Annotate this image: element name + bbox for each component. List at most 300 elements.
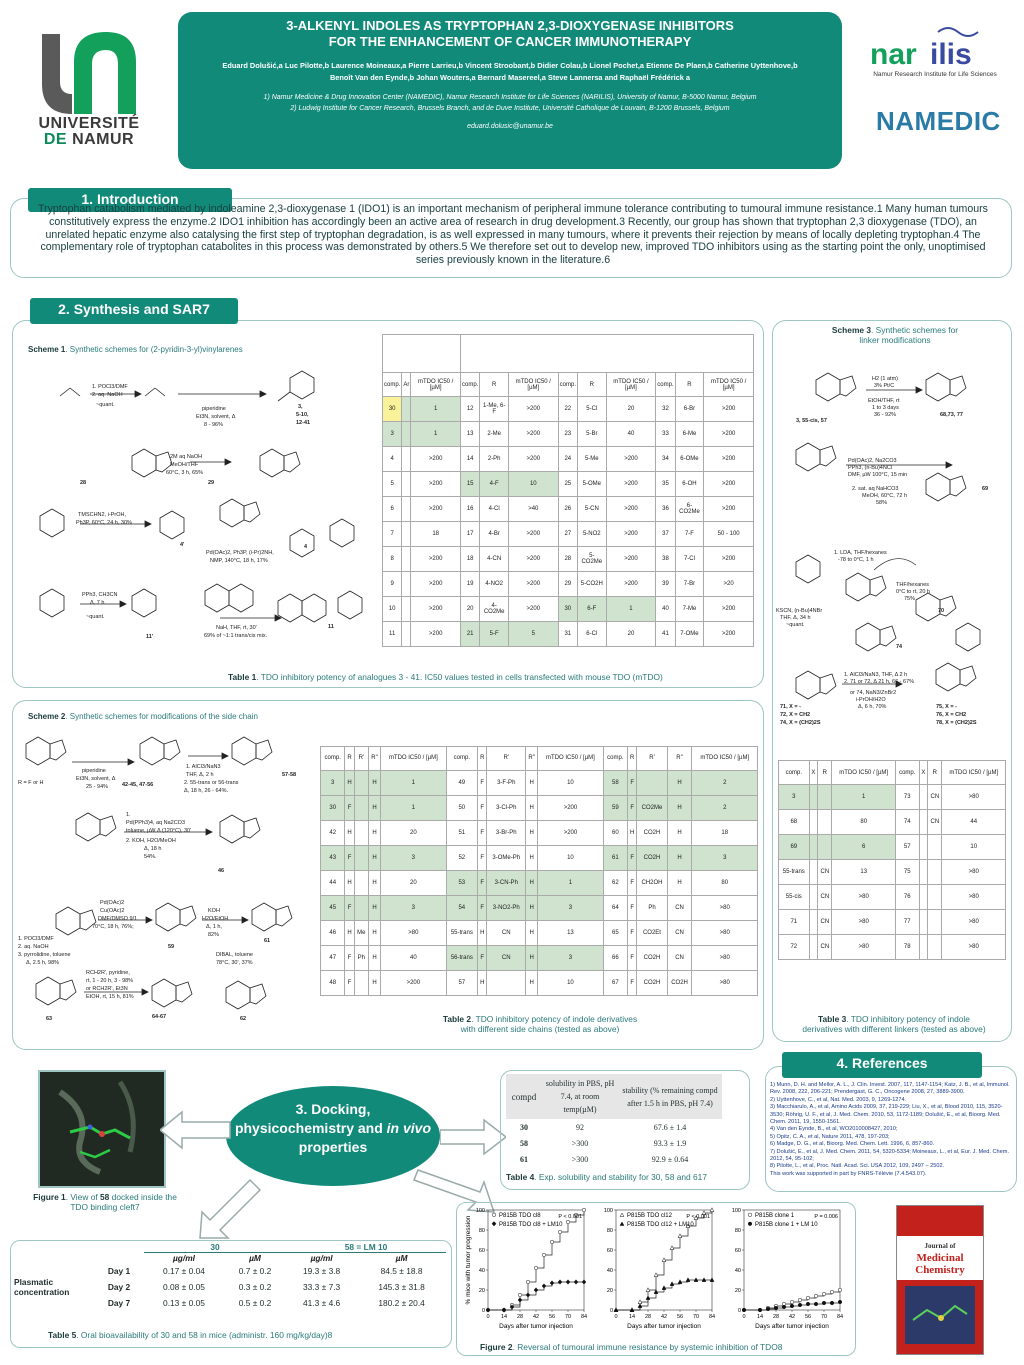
table2-row bbox=[321, 770, 758, 795]
table2-cell: F bbox=[628, 920, 637, 945]
table3-cell bbox=[928, 935, 942, 960]
svg-text:3, 55-cis, 57: 3, 55-cis, 57 bbox=[796, 418, 827, 424]
table1-column-header: comp. bbox=[383, 373, 402, 397]
table5-cell: 33.3 ± 7.3 bbox=[303, 1282, 341, 1292]
table3-cell bbox=[919, 935, 928, 960]
table1-cell: 5-Me bbox=[577, 447, 606, 472]
table3-cell: 77 bbox=[895, 910, 919, 935]
data-point bbox=[830, 1290, 834, 1294]
svg-text:68,73, 77: 68,73, 77 bbox=[940, 412, 963, 418]
table1-cell: 24 bbox=[558, 447, 577, 472]
svg-text:69: 69 bbox=[982, 486, 989, 492]
table1-cell: 35 bbox=[656, 472, 675, 497]
table1-cell: 10 bbox=[508, 472, 558, 497]
svg-text:1. POCl3/DMF: 1. POCl3/DMF bbox=[18, 936, 54, 942]
table2-column-header: R'' bbox=[667, 746, 692, 770]
table1-cell: >200 bbox=[704, 547, 754, 572]
table1-cell: 34 bbox=[656, 447, 675, 472]
table1-cell bbox=[402, 622, 411, 647]
table3-cell: CN bbox=[818, 910, 832, 935]
table3-cell: CN bbox=[818, 860, 832, 885]
table3-cell bbox=[809, 835, 818, 860]
data-point bbox=[790, 1300, 794, 1304]
legend-label: P815B TDO cl8 bbox=[499, 1213, 541, 1219]
table1-column-header: mTDO IC50 / [µM] bbox=[411, 373, 461, 397]
data-point bbox=[502, 1308, 506, 1312]
table1-cell: >200 bbox=[606, 522, 656, 547]
table1-cell: 22 bbox=[558, 397, 577, 422]
table1-cell: 5-Cl bbox=[577, 397, 606, 422]
table3-cell: CN bbox=[818, 935, 832, 960]
table1-cell: >200 bbox=[508, 397, 558, 422]
poster-title-line2: FOR THE ENHANCEMENT OF CANCER IMMUNOTHERAPY bbox=[328, 34, 692, 49]
table1-cell: 5-NO2 bbox=[577, 522, 606, 547]
table2-cell bbox=[354, 970, 368, 995]
svg-text:piperidine: piperidine bbox=[202, 406, 226, 412]
reference-item[interactable]: 4) Van den Eynde, B., et al, WO2010008427, 2010; bbox=[770, 1126, 898, 1133]
legend-label: P815B clone 1 bbox=[755, 1213, 795, 1219]
svg-text:60°C, 3 h, 65%: 60°C, 3 h, 65% bbox=[166, 470, 204, 476]
svg-text:Pd(OAc)2: Pd(OAc)2 bbox=[100, 900, 125, 906]
svg-text:3. pyrrolidine, toluene: 3. pyrrolidine, toluene bbox=[18, 952, 71, 958]
poster-title-box bbox=[178, 12, 842, 169]
table2-cell: CO2H bbox=[637, 820, 667, 845]
table1-grid bbox=[382, 334, 754, 647]
table2-cell: F bbox=[478, 945, 487, 970]
data-point bbox=[798, 1303, 802, 1307]
table1-cell: 1 bbox=[606, 597, 656, 622]
svg-text:H2O/EtOH: H2O/EtOH bbox=[202, 916, 229, 922]
table2-cell: F bbox=[628, 795, 637, 820]
table1-row bbox=[383, 547, 754, 572]
table5-cell: 84.5 ± 18.8 bbox=[380, 1266, 423, 1276]
table2-cell: H bbox=[526, 845, 538, 870]
table1-cell: >200 bbox=[508, 422, 558, 447]
table2-cell: 3-CN-Ph bbox=[487, 870, 526, 895]
synthesis-sar-heading: 2. Synthesis and SAR7 bbox=[30, 298, 238, 324]
figure2-charts bbox=[458, 1204, 854, 1340]
reference-item[interactable]: 8) Pilotte, L., et al, Proc. Natl. Acad. Sci. USA 2012, 109, 2497 – 2502. bbox=[770, 1163, 945, 1170]
svg-text:toluene, µW Δ (120°C), 30': toluene, µW Δ (120°C), 30' bbox=[126, 828, 192, 834]
table3-cell bbox=[919, 860, 928, 885]
table2-cell: 3-F-Ph bbox=[487, 770, 526, 795]
svg-text:3% Pt/C: 3% Pt/C bbox=[874, 383, 895, 389]
table2-cell: F bbox=[345, 945, 354, 970]
table1-cell: 26 bbox=[558, 497, 577, 522]
table3-cell bbox=[818, 835, 832, 860]
svg-text:EtOH/THF, rt: EtOH/THF, rt bbox=[868, 398, 900, 404]
table2-cell bbox=[354, 870, 368, 895]
table3-cell: 13 bbox=[832, 860, 895, 885]
reference-item[interactable]: 2) Uyttenhove, C., et al, Nat. Med. 2003, 9, 1269-1274. bbox=[770, 1096, 907, 1103]
authors: Eduard Dolušić,a Luc Pilotte,b Laurence Moineaux,a Pierre Larrieu,b Vincent Stroobant,b Didier Colau,b Lionel Pochet,a Etienne De Plaen,b Catherine Uyttenhove,b Benoît Van den Eynde,b Johan Wouters,a Bernard Masereel,a Steve Lannersa and Raphaël Frédérick a bbox=[222, 61, 798, 82]
y-tick-label: 20 bbox=[734, 1288, 741, 1294]
y-tick-label: 80 bbox=[606, 1228, 613, 1234]
y-tick-label: 60 bbox=[734, 1248, 741, 1254]
svg-text:62: 62 bbox=[240, 1016, 247, 1022]
data-point bbox=[486, 1308, 490, 1312]
table3-cell bbox=[809, 885, 818, 910]
svg-text:70: 70 bbox=[938, 608, 945, 614]
table3-cell: >80 bbox=[942, 935, 1006, 960]
table1-cell: 7-Me bbox=[675, 597, 704, 622]
table3-cell: >80 bbox=[942, 785, 1006, 810]
table3-cell bbox=[919, 885, 928, 910]
table1-cell: >200 bbox=[704, 472, 754, 497]
table1-cell: 15 bbox=[461, 472, 480, 497]
y-tick-label: 40 bbox=[606, 1268, 613, 1274]
table2-cell: H bbox=[526, 920, 538, 945]
table3-row bbox=[779, 910, 1006, 935]
introduction-heading: 1. Introduction bbox=[28, 188, 232, 212]
svg-text:3,: 3, bbox=[298, 404, 303, 410]
table3-cell bbox=[919, 810, 928, 835]
table3-cell: 78 bbox=[895, 935, 919, 960]
table1-cell bbox=[402, 547, 411, 572]
data-point bbox=[798, 1298, 802, 1302]
table1-cell: 18 bbox=[461, 547, 480, 572]
svg-text:2. aq. NaOH: 2. aq. NaOH bbox=[18, 944, 49, 950]
table4-cell: 92 bbox=[576, 1122, 584, 1132]
table2-cell: F bbox=[478, 870, 487, 895]
series-line bbox=[488, 1282, 584, 1310]
table2-cell: H bbox=[478, 970, 487, 995]
table2-cell: CO2H bbox=[637, 945, 667, 970]
table1 bbox=[382, 334, 754, 647]
table1-cell: 23 bbox=[558, 422, 577, 447]
table2-column-header: R bbox=[345, 746, 354, 770]
figure1-caption: Figure 1. View of 58 docked inside the TDO binding cleft7 bbox=[33, 1192, 177, 1212]
table2-cell: 10 bbox=[538, 970, 603, 995]
table3 bbox=[778, 760, 1006, 960]
svg-text:72, X = CH2: 72, X = CH2 bbox=[780, 712, 811, 718]
table2-cell: 61 bbox=[603, 845, 627, 870]
scheme3-caption: Scheme 3. Synthetic schemes for linker modifications bbox=[831, 325, 959, 345]
table3-cell: 55-trans bbox=[779, 860, 810, 885]
table2-cell: CO2Me bbox=[637, 795, 667, 820]
svg-text:29: 29 bbox=[208, 480, 215, 486]
table2-cell: F bbox=[478, 820, 487, 845]
table2-column-header: comp. bbox=[603, 746, 627, 770]
svg-text:Pd(OAc)2, Ph3P, (i-Pr)2NH,: Pd(OAc)2, Ph3P, (i-Pr)2NH, bbox=[206, 550, 274, 556]
table2-cell: 56-trans bbox=[446, 945, 478, 970]
legend-label: P815B clone 1 + LM 10 bbox=[755, 1222, 818, 1228]
table1-cell: 27 bbox=[558, 522, 577, 547]
table1-cell: 10 bbox=[383, 597, 402, 622]
table2-cell: 10 bbox=[538, 845, 603, 870]
table1-cell: 18 bbox=[411, 522, 461, 547]
table4-header-stability: stability (% remaining compd after 1.5 h in PBS, pH 7.4) bbox=[622, 1085, 718, 1108]
svg-text:2. aq. NaOH: 2. aq. NaOH bbox=[92, 392, 123, 398]
svg-text:NaH, THF, rt, 30': NaH, THF, rt, 30' bbox=[216, 625, 257, 631]
table2-cell: H bbox=[369, 920, 381, 945]
table1-cell: 1-Me, 6-F bbox=[480, 397, 509, 422]
data-point bbox=[558, 1280, 562, 1284]
table2-cell: H bbox=[345, 820, 354, 845]
table2-cell: H bbox=[369, 820, 381, 845]
table2-cell: H bbox=[667, 795, 692, 820]
svg-text:EtOH, rt, 15 h, 81%: EtOH, rt, 15 h, 81% bbox=[86, 994, 134, 1000]
svg-text:NMP, 140°C, 18 h, 17%: NMP, 140°C, 18 h, 17% bbox=[210, 558, 268, 564]
table2-grid bbox=[320, 712, 758, 996]
table2-cell: 60 bbox=[603, 820, 627, 845]
reference-item[interactable]: 3) Macchiarulo, A., et al, Amino Acids 2009, 37, 219-229; Liu, X., et al, Blood 2010, 115, 3520-3530; Röhrig, U. F., et al, J. Med. Chem. 2010, 53, 1172-1189; Dolušić, E., et al, Bioorg. Med. Chem. 2011, 19, 1550-1561. bbox=[770, 1104, 1003, 1126]
table1-cell: 6-F bbox=[577, 597, 606, 622]
narilis-subtitle: Namur Research Institute for Life Sciences bbox=[873, 71, 997, 78]
table1-column-header: comp. bbox=[656, 373, 675, 397]
table1-cell: 4-Cl bbox=[480, 497, 509, 522]
legend-marker bbox=[748, 1222, 752, 1226]
table3-cell bbox=[928, 910, 942, 935]
table3-cell: 10 bbox=[942, 835, 1006, 860]
table4-header-solubility: solubility in PBS, pH 7.4, at room temp(µM) bbox=[545, 1079, 615, 1114]
svg-text:11: 11 bbox=[328, 624, 334, 630]
table2-cell: 18 bbox=[692, 820, 758, 845]
table1-cell: 30 bbox=[383, 397, 402, 422]
table1-cell: 5-CN bbox=[577, 497, 606, 522]
table2-cell: 49 bbox=[446, 770, 478, 795]
svg-text:64-67: 64-67 bbox=[152, 1014, 167, 1020]
table1-cell: >200 bbox=[606, 572, 656, 597]
table2-cell: H bbox=[667, 770, 692, 795]
table1-cell: 4-F bbox=[480, 472, 509, 497]
svg-text:46: 46 bbox=[218, 868, 225, 874]
table5-group-30: 30 bbox=[144, 1242, 286, 1253]
x-tick-label: 70 bbox=[564, 1314, 572, 1320]
svg-text:58%: 58% bbox=[876, 500, 888, 506]
table1-cell: 32 bbox=[656, 397, 675, 422]
table2-cell: H bbox=[345, 920, 354, 945]
x-tick-label: 28 bbox=[644, 1314, 652, 1320]
table1-cell: 31 bbox=[558, 622, 577, 647]
table1-cell: 6 bbox=[383, 497, 402, 522]
table3-cell: 6 bbox=[832, 835, 895, 860]
table5-cell: Day 1 bbox=[107, 1266, 131, 1276]
journal-title: Journal of Medicinal Chemistry bbox=[897, 1236, 983, 1280]
table2-cell: F bbox=[628, 895, 637, 920]
table1-cell: 9 bbox=[383, 572, 402, 597]
table1-cell: >200 bbox=[606, 497, 656, 522]
table2-cell: CO2H bbox=[667, 970, 692, 995]
table1-row bbox=[383, 472, 754, 497]
table3-cell bbox=[928, 885, 942, 910]
table2-cell: 65 bbox=[603, 920, 627, 945]
svg-text:70°C, 18 h, 76%;: 70°C, 18 h, 76%; bbox=[92, 924, 134, 930]
table1-cell bbox=[402, 422, 411, 447]
y-tick-label: 20 bbox=[478, 1288, 485, 1294]
svg-text:12-41: 12-41 bbox=[296, 420, 311, 426]
table2-cell: F bbox=[628, 945, 637, 970]
table1-cell: 37 bbox=[656, 522, 675, 547]
table2-cell: 3 bbox=[321, 770, 345, 795]
data-point bbox=[518, 1298, 522, 1302]
table4-row bbox=[506, 1135, 722, 1151]
table1-row bbox=[383, 622, 754, 647]
table2-cell: 64 bbox=[603, 895, 627, 920]
table2-cell: 52 bbox=[446, 845, 478, 870]
svg-text:4': 4' bbox=[180, 542, 185, 548]
data-point bbox=[542, 1253, 546, 1257]
reference-item[interactable]: 7) Dolušić, E., et al, J. Med. Chem. 2011, 54, 5320-5334; Moineaux, L., et al, Eur. J. Med. Chem. 2012, 54, 95-102; bbox=[770, 1148, 1009, 1163]
table2-cell: H bbox=[345, 870, 354, 895]
svg-text:Pd(OAc)2, Na2CO3: Pd(OAc)2, Na2CO3 bbox=[848, 458, 897, 464]
table1-cell: >200 bbox=[704, 622, 754, 647]
table2-row bbox=[321, 920, 758, 945]
table1-cell: 50 - 100 bbox=[704, 522, 754, 547]
data-point bbox=[838, 1288, 842, 1292]
table1-column-header: Ar bbox=[402, 373, 411, 397]
table3-cell bbox=[809, 910, 818, 935]
table3-cell: 57 bbox=[895, 835, 919, 860]
table1-cell: 2-Ph bbox=[480, 447, 509, 472]
table3-cell: 80 bbox=[832, 810, 895, 835]
reference-item[interactable]: 1) Munn, D. H. and Mellor, A. L., J. Clin. Invest. 2007, 117, 1147-1154; Katz, J. B., et al, Immunol. Rev. 2008, 222, 206-221; Prendergast, G. C., Oncogene 2008, 27, 3889-3900. bbox=[770, 1082, 1010, 1096]
table3-cell: 73 bbox=[895, 785, 919, 810]
table1-cell: 4-CO2Me bbox=[480, 597, 509, 622]
table3-cell: >80 bbox=[832, 935, 895, 960]
table5-unit: µg/ml bbox=[172, 1253, 195, 1263]
scheme2-drawing bbox=[16, 724, 316, 1024]
table2-cell: 53 bbox=[446, 870, 478, 895]
table2-cell: F bbox=[345, 845, 354, 870]
table1-cell: 4-Br bbox=[480, 522, 509, 547]
table1-cell bbox=[402, 497, 411, 522]
table2-cell: F bbox=[478, 845, 487, 870]
table2-cell: >80 bbox=[692, 945, 758, 970]
table3-cell bbox=[928, 835, 942, 860]
table2-cell: H bbox=[526, 770, 538, 795]
left-arrow bbox=[160, 1100, 240, 1160]
data-point bbox=[582, 1208, 586, 1212]
svg-text:54%.: 54%. bbox=[144, 854, 157, 860]
svg-text:28: 28 bbox=[80, 480, 87, 486]
table1-row bbox=[383, 522, 754, 547]
contact-email: eduard.dolusic@unamur.be bbox=[467, 123, 553, 130]
table5-unit: µM bbox=[395, 1253, 408, 1263]
table1-cell: >40 bbox=[508, 497, 558, 522]
svg-text:1. AlCl3/NaN3, THF, Δ 2 h: 1. AlCl3/NaN3, THF, Δ 2 h bbox=[844, 672, 908, 678]
legend-marker bbox=[620, 1213, 624, 1217]
table3-cell: CN bbox=[928, 785, 942, 810]
table2-cell: H bbox=[369, 845, 381, 870]
table2-cell: H bbox=[526, 945, 538, 970]
data-point bbox=[806, 1296, 810, 1300]
svg-text:76, X = CH2: 76, X = CH2 bbox=[936, 712, 967, 718]
table1-cell: 5-F bbox=[480, 622, 509, 647]
legend-marker bbox=[492, 1213, 496, 1217]
table2-cell: F bbox=[478, 895, 487, 920]
table3-cell: CN bbox=[928, 810, 942, 835]
table1-column-header: mTDO IC50 / [µM] bbox=[704, 373, 754, 397]
table2-cell: F bbox=[628, 870, 637, 895]
table4-cell: >300 bbox=[571, 1138, 589, 1148]
table4-row bbox=[506, 1119, 722, 1135]
table1-column-header: R bbox=[675, 373, 704, 397]
table2-cell: CN bbox=[667, 895, 692, 920]
table2-cell: 55-trans bbox=[446, 920, 478, 945]
table3-row bbox=[779, 860, 1006, 885]
table1-cell: 5 bbox=[508, 622, 558, 647]
table3-cell: 75 bbox=[895, 860, 919, 885]
table2-cell: F bbox=[478, 795, 487, 820]
table2-cell: H bbox=[667, 820, 692, 845]
table1-cell: 1 bbox=[411, 397, 461, 422]
p-value-annotation: P = 0.006 bbox=[814, 1214, 838, 1220]
table2-cell: H bbox=[478, 920, 487, 945]
table1-cell: 5-CO2H bbox=[577, 572, 606, 597]
reference-item[interactable]: 5) Opitz, C. A., et al, Nature 2011, 478, 197-203; bbox=[770, 1133, 890, 1140]
reference-item[interactable]: 6) Madge, D. G., et al, Bioorg. Med. Chem. Lett. 1996, 6, 857-860. bbox=[770, 1141, 935, 1148]
table3-cell: 3 bbox=[779, 785, 810, 810]
table2-column-header: R' bbox=[354, 746, 368, 770]
table2-cell: H bbox=[369, 970, 381, 995]
table1-cell: >200 bbox=[704, 447, 754, 472]
table2-cell: >80 bbox=[692, 970, 758, 995]
table2-cell: H bbox=[369, 870, 381, 895]
svg-text:ilis: ilis bbox=[930, 38, 972, 71]
table1-cell: >200 bbox=[411, 597, 461, 622]
x-tick-label: 0 bbox=[742, 1314, 746, 1320]
table2-cell: F bbox=[628, 970, 637, 995]
svg-text:2. sat. aq NaHCO3: 2. sat. aq NaHCO3 bbox=[852, 486, 899, 492]
svg-text:1. AlCl3/NaN3: 1. AlCl3/NaN3 bbox=[186, 764, 221, 770]
data-point bbox=[774, 1306, 778, 1310]
table2-cell: 30 bbox=[321, 795, 345, 820]
table2-column-header: mTDO IC50 / [µM] bbox=[381, 746, 446, 770]
y-tick-label: 100 bbox=[731, 1208, 741, 1214]
data-point bbox=[566, 1280, 570, 1284]
table2-cell: 1 bbox=[538, 870, 603, 895]
data-point bbox=[566, 1220, 570, 1224]
table2-cell bbox=[487, 970, 526, 995]
right-arrow bbox=[440, 1112, 506, 1162]
table2-cell: 58 bbox=[603, 770, 627, 795]
table1-cell bbox=[402, 397, 411, 422]
table1-cell: 20 bbox=[606, 622, 656, 647]
table2-cell bbox=[354, 820, 368, 845]
svg-text:0°C to rt, 20 h: 0°C to rt, 20 h bbox=[896, 589, 930, 595]
svg-text:DMF, µW 100°C, 15 min: DMF, µW 100°C, 15 min bbox=[848, 472, 908, 478]
table1-cell: 40 bbox=[606, 422, 656, 447]
table5-row bbox=[14, 1263, 446, 1279]
table1-column-header: R bbox=[577, 373, 606, 397]
x-tick-label: 56 bbox=[804, 1314, 812, 1320]
table2-cell bbox=[354, 795, 368, 820]
table1-row bbox=[383, 447, 754, 472]
table1-cell: >200 bbox=[606, 547, 656, 572]
table1-cell: >200 bbox=[704, 397, 754, 422]
svg-text:H2 (1 atm): H2 (1 atm) bbox=[872, 376, 898, 382]
table4-cell: >300 bbox=[571, 1154, 589, 1164]
table2-cell: 47 bbox=[321, 945, 345, 970]
table3-row bbox=[779, 885, 1006, 910]
table1-cell: 25 bbox=[558, 472, 577, 497]
table1-cell bbox=[402, 597, 411, 622]
data-point bbox=[526, 1293, 530, 1297]
table2-cell bbox=[354, 845, 368, 870]
table1-cell: 6-OMe bbox=[675, 447, 704, 472]
scheme1-drawing bbox=[20, 356, 370, 646]
table3-cell: >80 bbox=[942, 885, 1006, 910]
table2-cell: 3 bbox=[692, 845, 758, 870]
table2-cell: 48 bbox=[321, 970, 345, 995]
table3-cell bbox=[919, 910, 928, 935]
table1-cell: 11 bbox=[383, 622, 402, 647]
svg-text:5-10,: 5-10, bbox=[296, 412, 309, 418]
table2-cell: 62 bbox=[603, 870, 627, 895]
table3-cell: 44 bbox=[942, 810, 1006, 835]
table2-cell: 2 bbox=[692, 770, 758, 795]
